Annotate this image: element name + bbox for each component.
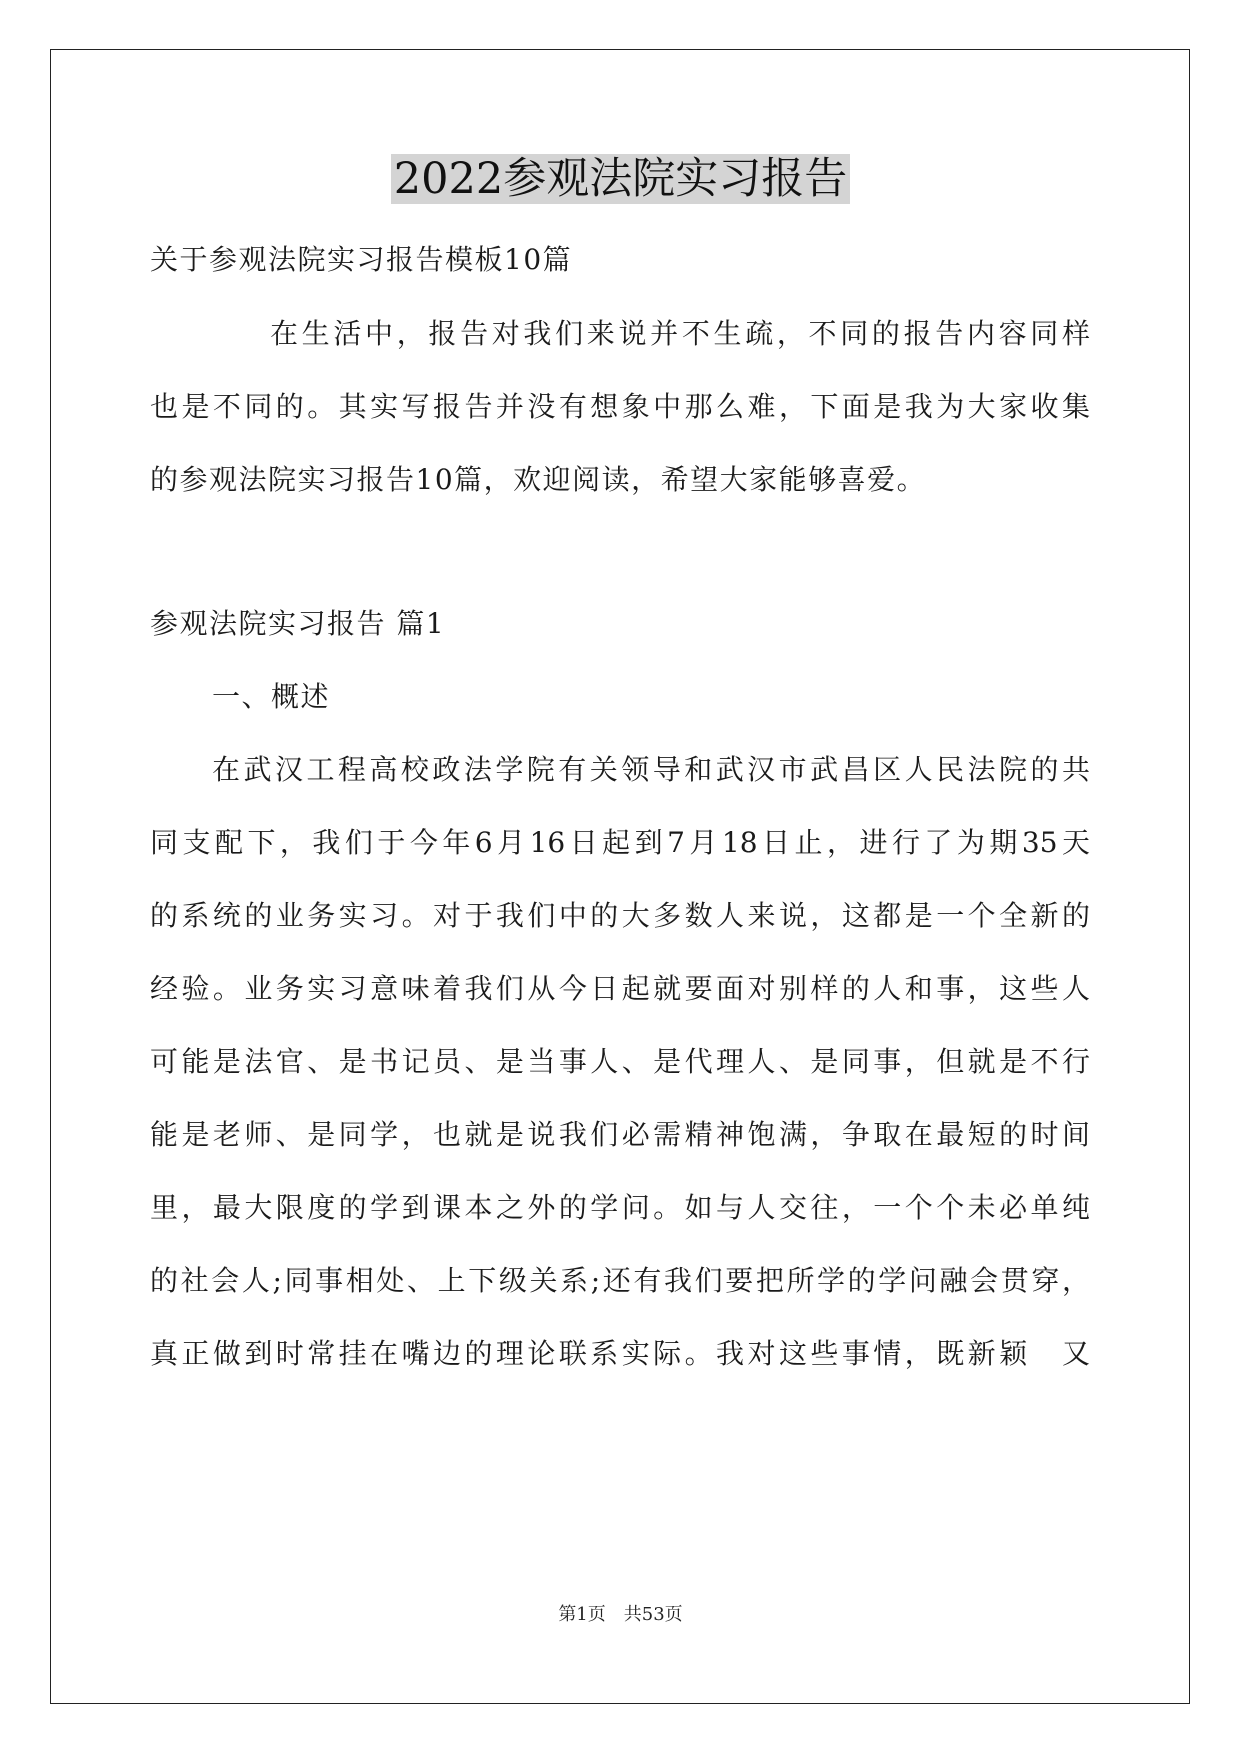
section-heading: 参观法院实习报告 篇1: [150, 607, 446, 640]
intro-line: 的参观法院实习报告10篇，欢迎阅读，希望大家能够喜爱。: [150, 463, 927, 496]
document-title: 2022参观法院实习报告: [0, 148, 1241, 210]
body-line: 经验。业务实习意味着我们从今日起就要面对别样的人和事，这些人: [150, 972, 1090, 1005]
document-subtitle: 关于参观法院实习报告模板10篇: [150, 243, 573, 276]
page-border: [50, 49, 1190, 1704]
body-line: 的系统的业务实习。对于我们中的大多数人来说，这都是一个全新的: [150, 899, 1090, 932]
body-line: 可能是法官、是书记员、是当事人、是代理人、是同事，但就是不行: [150, 1045, 1090, 1078]
body-line: 真正做到时常挂在嘴边的理论联系实际。我对这些事情，既新颖 又: [150, 1337, 1090, 1370]
intro-line: 在生活中，报告对我们来说并不生疏，不同的报告内容同样: [270, 317, 1090, 350]
body-line: 在武汉工程高校政法学院有关领导和武汉市武昌区人民法院的共: [212, 753, 1090, 786]
body-line: 同支配下，我们于今年6月16日起到7月18日止，进行了为期35天: [150, 826, 1090, 859]
page-number: 第1页 共53页: [558, 1604, 683, 1625]
body-line: 的社会人;同事相处、上下级关系;还有我们要把所学的学问融会贯穿，: [150, 1264, 1090, 1297]
intro-line: 也是不同的。其实写报告并没有想象中那么难，下面是我为大家收集: [150, 390, 1090, 423]
subsection-heading: 一、概述: [212, 680, 331, 713]
body-line: 能是老师、是同学，也就是说我们必需精神饱满，争取在最短的时间: [150, 1118, 1090, 1151]
body-line: 里，最大限度的学到课本之外的学问。如与人交往，一个个未必单纯: [150, 1191, 1090, 1224]
